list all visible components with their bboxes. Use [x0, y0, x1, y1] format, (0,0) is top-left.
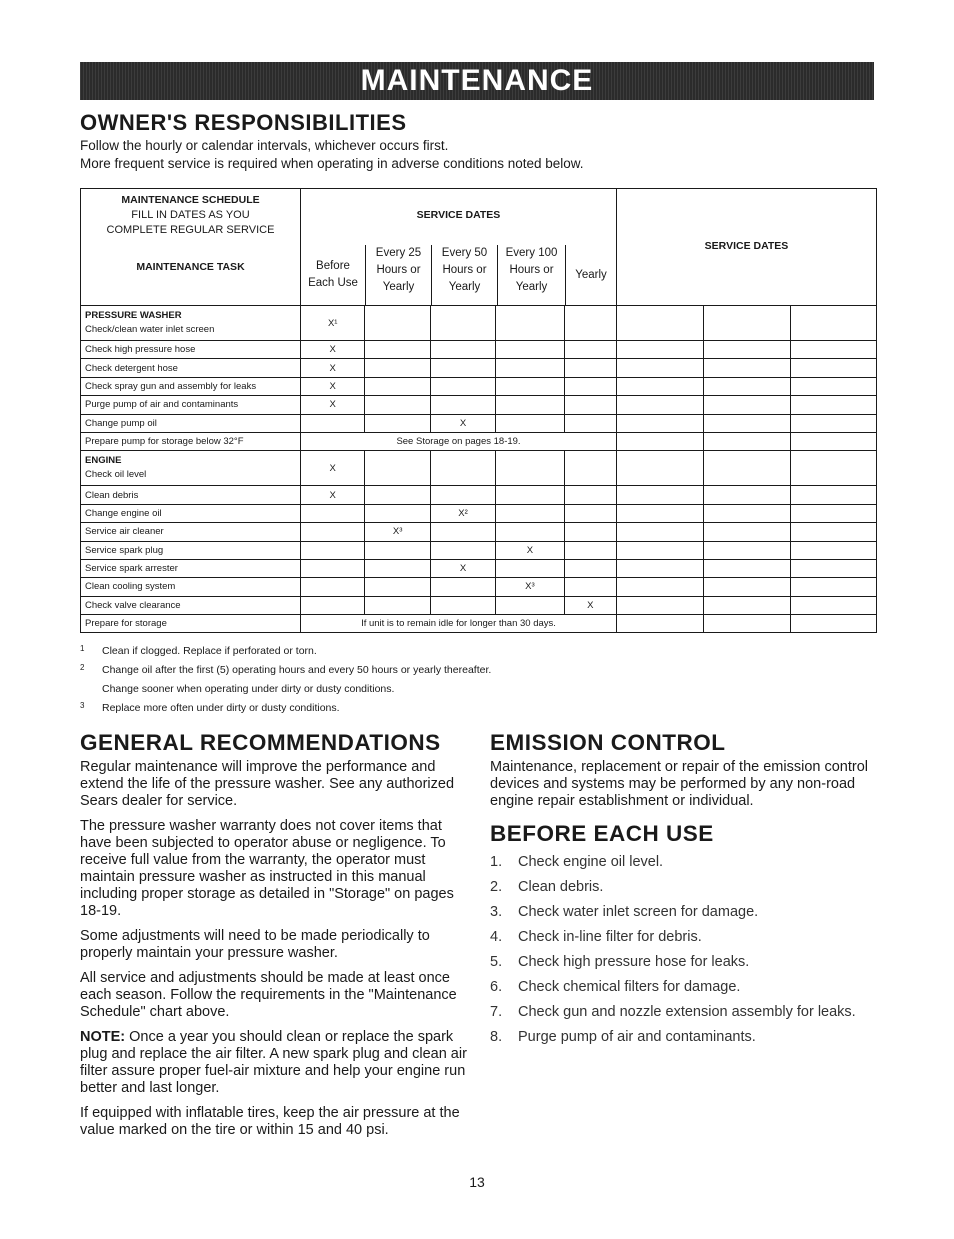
interval-mark: X	[564, 596, 616, 614]
service-date-cell[interactable]	[704, 306, 791, 341]
interval-mark	[365, 341, 430, 359]
interval-mark	[365, 377, 430, 395]
interval-mark	[564, 359, 616, 377]
footnote-mark: 2	[80, 663, 85, 672]
interval-mark	[365, 396, 430, 414]
table-row	[81, 523, 877, 541]
list-number: 7.	[490, 1004, 503, 1020]
col-label: Yearly	[448, 281, 481, 293]
service-date-cell[interactable]	[704, 359, 791, 377]
interval-mark	[496, 396, 564, 414]
paragraph: The pressure washer warranty does not cover items that have been subjected to operator abuse or negligence. To receive full value from the warranty, the operator must maintain pressure washer as instructed in this manual including proper storage as detailed in "Storage" on pages 18-19.	[80, 818, 454, 919]
service-date-cell[interactable]	[617, 432, 704, 450]
service-date-cell[interactable]	[791, 451, 877, 486]
interval-mark	[496, 559, 564, 577]
footnotes	[80, 642, 491, 718]
interval-mark: X	[496, 541, 564, 559]
interval-mark	[430, 396, 495, 414]
interval-mark	[301, 504, 365, 522]
task-cell: Clean debris	[81, 486, 301, 504]
interval-mark	[564, 541, 616, 559]
interval-mark	[365, 451, 430, 486]
table-row	[81, 377, 877, 395]
service-date-cell[interactable]	[791, 523, 877, 541]
service-date-cell[interactable]	[704, 559, 791, 577]
footnote-mark: 3	[80, 701, 85, 710]
paragraph: If equipped with inflatable tires, keep the air pressure at the value marked on the tire or within 15 and 40 psi.	[80, 1105, 460, 1138]
interval-mark	[430, 578, 495, 596]
interval-mark: X	[430, 559, 495, 577]
section-label: PRESSURE WASHER	[85, 310, 182, 321]
col-yearly	[566, 245, 616, 305]
footnote-line	[80, 642, 491, 661]
interval-mark: X³	[365, 523, 430, 541]
col-every-25	[365, 245, 432, 305]
interval-mark	[564, 559, 616, 577]
list-text: Check in-line filter for debris.	[518, 929, 702, 945]
service-dates-label-right: SERVICE DATES	[617, 189, 877, 306]
interval-mark	[564, 523, 616, 541]
footnote-mark	[80, 680, 102, 699]
task-cell: Service spark plug	[81, 541, 301, 559]
interval-mark	[301, 596, 365, 614]
list-text: Check engine oil level.	[518, 854, 664, 870]
col-label: Before	[316, 260, 350, 272]
interval-mark: X	[301, 451, 365, 486]
list-text: Check chemical filters for damage.	[518, 979, 741, 995]
list-number: 2.	[490, 879, 503, 895]
maintenance-banner	[80, 62, 874, 100]
interval-mark	[365, 559, 430, 577]
footnote-mark: 1	[80, 644, 85, 653]
service-date-cell[interactable]	[791, 559, 877, 577]
task-cell: Service spark arrester	[81, 559, 301, 577]
interval-mark	[430, 523, 495, 541]
service-date-cell[interactable]	[617, 486, 704, 504]
task-header: MAINTENANCE TASK	[136, 261, 245, 273]
interval-mark	[365, 486, 430, 504]
task-label: Check oil level	[85, 469, 147, 481]
service-date-cell[interactable]	[791, 596, 877, 614]
table-row	[81, 414, 877, 432]
col-every-50	[432, 245, 498, 305]
interval-mark	[301, 559, 365, 577]
service-date-cell[interactable]	[617, 596, 704, 614]
interval-mark	[365, 541, 430, 559]
col-label: Yearly	[575, 268, 607, 281]
list-item	[490, 853, 880, 871]
col-every-100	[498, 245, 566, 305]
span-note: If unit is to remain idle for longer than 30 days.	[301, 615, 617, 633]
maintenance-schedule-table	[80, 188, 877, 633]
service-date-cell[interactable]	[704, 615, 791, 633]
interval-mark	[301, 578, 365, 596]
service-date-cell[interactable]	[704, 578, 791, 596]
footnote-text: Change sooner when operating under dirty or dusty conditions.	[102, 683, 395, 695]
emission-control-text: Maintenance, replacement or repair of the emission control devices and systems may be performed by any non-road engine repair establishment or individual.	[490, 759, 868, 809]
task-cell: Service air cleaner	[81, 523, 301, 541]
interval-mark	[430, 596, 495, 614]
interval-mark	[564, 486, 616, 504]
col-label: Yearly	[382, 281, 415, 293]
service-dates-header-cell	[301, 189, 617, 306]
table-row	[81, 504, 877, 522]
service-date-cell[interactable]	[704, 451, 791, 486]
task-cell: Prepare for storage	[81, 615, 301, 633]
interval-mark	[564, 578, 616, 596]
table-row	[81, 541, 877, 559]
list-text: Check gun and nozzle extension assembly for leaks.	[518, 1004, 856, 1020]
list-item	[490, 878, 880, 896]
footnote-line	[80, 680, 491, 699]
interval-mark	[564, 306, 616, 341]
table-row	[81, 615, 877, 633]
fill-in-line: FILL IN DATES AS YOU	[131, 209, 250, 221]
table-row	[81, 578, 877, 596]
list-number: 6.	[490, 979, 503, 995]
task-cell: Check detergent hose	[81, 359, 301, 377]
table-row	[81, 451, 877, 486]
service-date-cell[interactable]	[617, 451, 704, 486]
note-label: NOTE:	[80, 1029, 126, 1045]
interval-mark	[496, 414, 564, 432]
list-item	[490, 903, 880, 921]
service-date-cell[interactable]	[704, 414, 791, 432]
task-cell: Clean cooling system	[81, 578, 301, 596]
task-cell: Check high pressure hose	[81, 341, 301, 359]
service-date-cell[interactable]	[791, 578, 877, 596]
interval-mark	[301, 541, 365, 559]
service-date-cell[interactable]	[791, 396, 877, 414]
paragraph: Regular maintenance will improve the performance and extend the life of the pressure washer. See any authorized Sears dealer for service.	[80, 759, 455, 809]
interval-mark	[365, 504, 430, 522]
interval-mark: X	[301, 359, 365, 377]
list-number: 3.	[490, 904, 503, 920]
intro-line: Follow the hourly or calendar intervals, whichever occurs first.	[80, 138, 449, 153]
service-date-cell[interactable]	[791, 359, 877, 377]
table-row	[81, 486, 877, 504]
task-cell: Prepare pump for storage below 32°F	[81, 432, 301, 450]
task-cell: Purge pump of air and contaminants	[81, 396, 301, 414]
list-item	[490, 953, 880, 971]
paragraph	[80, 1029, 470, 1097]
table-row	[81, 559, 877, 577]
interval-mark	[430, 359, 495, 377]
interval-mark	[365, 578, 430, 596]
general-heading: GENERAL RECOMMENDATIONS	[80, 730, 441, 755]
interval-mark	[430, 541, 495, 559]
interval-mark	[430, 341, 495, 359]
footnote-text: Change oil after the first (5) operating hours and every 50 hours or yearly thereafter.	[102, 664, 492, 676]
service-date-cell[interactable]	[617, 578, 704, 596]
service-date-cell[interactable]	[791, 341, 877, 359]
task-cell: Change engine oil	[81, 504, 301, 522]
interval-mark	[564, 377, 616, 395]
footnote-line	[80, 699, 491, 718]
page-number: 13	[469, 1174, 485, 1190]
interval-mark: X	[301, 486, 365, 504]
interval-mark	[365, 414, 430, 432]
list-text: Check high pressure hose for leaks.	[518, 954, 750, 970]
table-row	[81, 596, 877, 614]
list-item	[490, 978, 880, 996]
banner-title: MAINTENANCE	[360, 64, 594, 97]
task-label: Check/clean water inlet screen	[85, 324, 215, 335]
section-label: ENGINE	[85, 455, 122, 467]
service-date-cell[interactable]	[617, 559, 704, 577]
interval-mark: X	[301, 377, 365, 395]
interval-mark	[564, 396, 616, 414]
owners-heading: OWNER'S RESPONSIBILITIES	[80, 110, 407, 135]
col-label: Hours or	[376, 264, 421, 276]
interval-mark	[301, 414, 365, 432]
service-date-cell[interactable]	[617, 414, 704, 432]
service-date-cell[interactable]	[704, 541, 791, 559]
service-date-cell[interactable]	[704, 341, 791, 359]
interval-mark	[564, 504, 616, 522]
span-note: See Storage on pages 18-19.	[301, 432, 617, 450]
emission-heading: EMISSION CONTROL	[490, 730, 726, 755]
service-date-cell[interactable]	[617, 504, 704, 522]
table-row	[81, 396, 877, 414]
interval-mark	[496, 451, 564, 486]
interval-mark	[365, 359, 430, 377]
list-number: 5.	[490, 954, 503, 970]
service-date-cell[interactable]	[791, 486, 877, 504]
service-date-cell[interactable]	[617, 541, 704, 559]
task-cell: Check spray gun and assembly for leaks	[81, 377, 301, 395]
service-date-cell[interactable]	[617, 341, 704, 359]
interval-mark	[430, 377, 495, 395]
footnote-text: Replace more often under dirty or dusty conditions.	[102, 702, 340, 714]
interval-mark	[430, 486, 495, 504]
list-number: 1.	[490, 854, 503, 870]
task-cell: Check valve clearance	[81, 596, 301, 614]
service-dates-label: SERVICE DATES	[416, 209, 501, 221]
table-row	[81, 306, 877, 341]
col-label: Yearly	[515, 281, 548, 293]
service-date-cell[interactable]	[704, 377, 791, 395]
intro-line: More frequent service is required when operating in adverse conditions noted below.	[80, 156, 584, 171]
list-number: 8.	[490, 1029, 503, 1045]
list-item	[490, 1003, 880, 1021]
interval-mark: X	[301, 341, 365, 359]
service-date-cell[interactable]	[704, 432, 791, 450]
task-cell	[81, 306, 301, 341]
service-date-cell[interactable]	[617, 377, 704, 395]
service-date-cell[interactable]	[791, 504, 877, 522]
fill-in-line: COMPLETE REGULAR SERVICE	[106, 224, 275, 236]
list-text: Clean debris.	[518, 879, 604, 895]
table-row	[81, 359, 877, 377]
before-each-use-heading: BEFORE EACH USE	[490, 821, 714, 846]
task-cell: Change pump oil	[81, 414, 301, 432]
service-date-cell[interactable]	[791, 432, 877, 450]
table-row	[81, 432, 877, 450]
service-date-cell[interactable]	[791, 377, 877, 395]
interval-mark	[564, 414, 616, 432]
service-date-cell[interactable]	[704, 523, 791, 541]
schedule-header-cell	[81, 189, 301, 306]
service-date-cell[interactable]	[704, 486, 791, 504]
col-label: Each Use	[308, 277, 358, 289]
service-date-cell[interactable]	[791, 615, 877, 633]
col-label: Hours or	[442, 264, 487, 276]
service-date-cell[interactable]	[617, 359, 704, 377]
service-date-cell[interactable]	[617, 523, 704, 541]
service-date-cell[interactable]	[617, 306, 704, 341]
service-date-cell[interactable]	[791, 414, 877, 432]
footnote-line	[80, 661, 491, 680]
footnote-text: Clean if clogged. Replace if perforated or torn.	[102, 645, 317, 657]
paragraph: All service and adjustments should be made at least once each season. Follow the requirements in the "Maintenance Schedule" chart above.	[80, 970, 457, 1020]
interval-mark	[496, 596, 564, 614]
service-date-cell[interactable]	[704, 596, 791, 614]
service-date-cell[interactable]	[791, 541, 877, 559]
interval-mark	[496, 377, 564, 395]
interval-mark	[564, 451, 616, 486]
note-text: Once a year you should clean or replace the spark plug and replace the air filter. A new spark plug and clean air filter assure proper fuel-air mixture and help your engine run better and last longer.	[80, 1029, 467, 1096]
interval-mark: X	[430, 414, 495, 432]
interval-mark	[564, 341, 616, 359]
paragraph: Some adjustments will need to be made periodically to properly maintain your pressure washer.	[80, 928, 430, 961]
service-date-cell[interactable]	[704, 504, 791, 522]
list-item	[490, 1028, 880, 1046]
interval-mark: X²	[430, 504, 495, 522]
interval-mark	[430, 451, 495, 486]
before-each-use-list	[490, 853, 880, 1053]
interval-mark	[365, 306, 430, 341]
interval-mark: X¹	[301, 306, 365, 341]
interval-mark	[496, 504, 564, 522]
col-label: Every 50	[441, 247, 488, 259]
interval-mark	[496, 486, 564, 504]
interval-mark	[496, 341, 564, 359]
owners-intro	[80, 137, 584, 173]
interval-mark: X	[301, 396, 365, 414]
col-label: Every 100	[505, 247, 558, 259]
interval-mark	[496, 523, 564, 541]
interval-mark	[496, 306, 564, 341]
table-row	[81, 341, 877, 359]
col-before-each-use	[301, 245, 365, 305]
interval-mark	[496, 359, 564, 377]
col-label: Hours or	[509, 264, 554, 276]
interval-mark: X³	[496, 578, 564, 596]
list-number: 4.	[490, 929, 503, 945]
list-item	[490, 928, 880, 946]
service-date-cell[interactable]	[704, 396, 791, 414]
service-date-cell[interactable]	[617, 615, 704, 633]
col-label: Every 25	[375, 247, 422, 259]
interval-mark	[301, 523, 365, 541]
list-text: Check water inlet screen for damage.	[518, 904, 759, 920]
service-date-cell[interactable]	[617, 396, 704, 414]
general-recommendations	[80, 759, 470, 1147]
schedule-title: MAINTENANCE SCHEDULE	[121, 194, 260, 206]
interval-mark	[365, 596, 430, 614]
list-text: Purge pump of air and contaminants.	[518, 1029, 756, 1045]
task-cell	[81, 451, 301, 486]
interval-mark	[430, 306, 495, 341]
service-date-cell[interactable]	[791, 306, 877, 341]
